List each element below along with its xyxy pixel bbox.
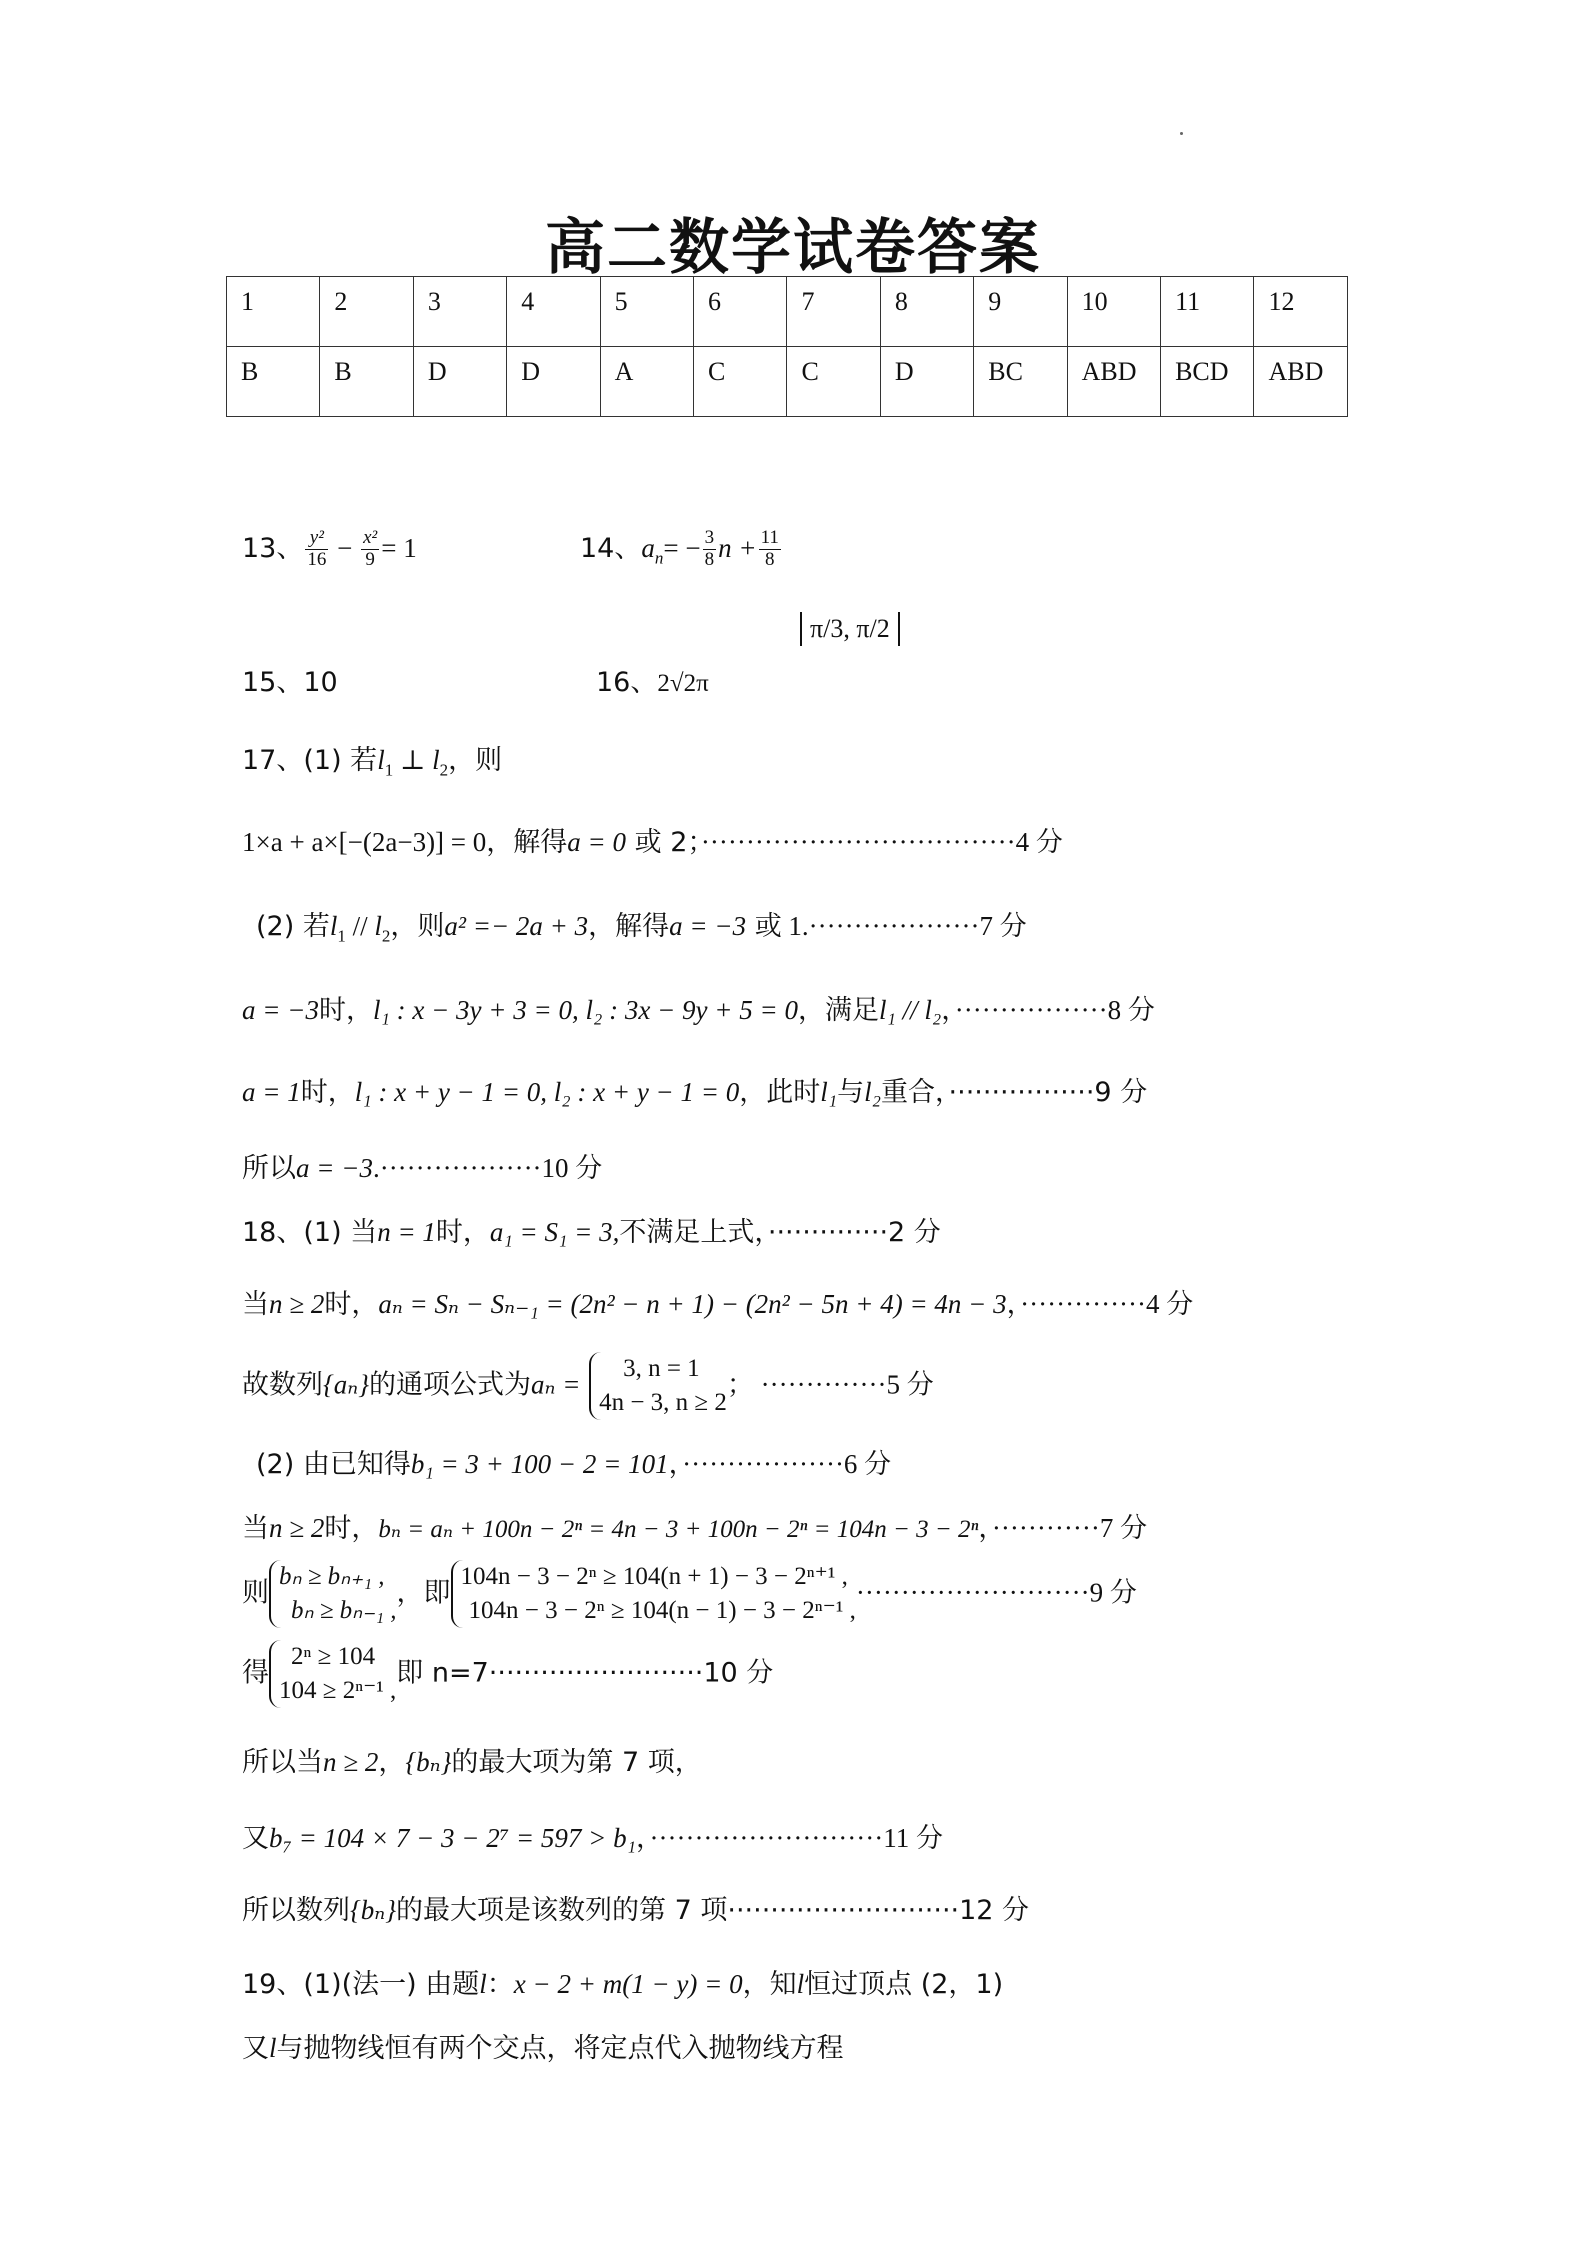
table-cell: 5: [600, 277, 693, 347]
fraction: $\frac{\text{x²}}{9}$: [363, 527, 378, 570]
table-cell: D: [880, 347, 973, 417]
table-cell: 8: [880, 277, 973, 347]
corner-dot: [1180, 132, 1183, 135]
table-cell: 1: [227, 277, 320, 347]
fraction: $\frac{\text{y²}}{16}$: [307, 527, 327, 570]
table-cell: C: [787, 347, 880, 417]
q18-line-3: 故数列{aₙ}的通项公式为aₙ = 3, n = 1 4n − 3, n ≥ 2 ； ··············5 分: [242, 1352, 934, 1420]
q17-line-6: 所以a = −3.··················10 分: [242, 1153, 603, 1184]
answer-13: 13、 $\frac{\text{y²}}{16}$ − $\frac{\text{x²}}{9}$ = 1: [242, 527, 417, 570]
answer-table: [226, 276, 1348, 417]
q18-line-5: 当n ≥ 2时，bₙ = aₙ + 100n − 2ⁿ = 4n − 3 + 100n − 2ⁿ = 104n − 3 − 2ⁿ，············7 分: [242, 1513, 1148, 1544]
q18-line-4: (2) 由已知得b₁ = 3 + 100 − 2 = 101，··················6 分: [256, 1449, 892, 1480]
page-title: 高二数学试卷答案: [545, 213, 1041, 283]
q17-line-4: a = −3时，l₁ : x − 3y + 3 = 0, l₂ : 3x − 9y + 5 = 0，满足l₁ // l₂，·················8 分: [242, 995, 1155, 1026]
table-row-numbers: [227, 277, 1348, 347]
table-cell: B: [227, 347, 320, 417]
table-cell: 2: [320, 277, 413, 347]
answer-14: 14、$a_n=$ − $\frac{3}{8}$ n + $\frac{11}{8}$: [580, 527, 779, 570]
table-cell: ABD: [1254, 347, 1348, 417]
q18-line-10: 所以数列{bₙ}的最大项是该数列的第 7 项···························12 分: [242, 1895, 1030, 1926]
q17-line-5: a = 1时，l₁ : x + y − 1 = 0, l₂ : x + y − 1 = 0，此时l₁与l₂重合，·················9 分: [242, 1077, 1148, 1108]
q18-line-6: 则 bₙ ≥ bₙ₊₁ , bₙ ≥ bₙ₋₁ , ，即 104n − 3 − 2ⁿ ≥ 104(n + 1) − 3 − 2ⁿ⁺¹ , 104n − 3 − 2ⁿ ≥ 104(n − 1) − 3 − 2ⁿ⁻¹ , ··························9 分: [242, 1560, 1137, 1628]
table-cell: D: [507, 347, 600, 417]
system-brace: bₙ ≥ bₙ₊₁ , bₙ ≥ bₙ₋₁ ,: [269, 1560, 397, 1628]
system-brace: 2ⁿ ≥ 104 104 ≥ 2ⁿ⁻¹ ,: [269, 1640, 396, 1708]
q18-line-2: 当n ≥ 2时，aₙ = Sₙ − Sₙ₋₁ = (2n² − n + 1) − (2n² − 5n + 4) = 4n − 3，··············4 分: [242, 1289, 1194, 1320]
q17-line-1: 17、(1) 若$l_1$ ⊥ $l_2$，则: [242, 745, 503, 780]
table-cell: BC: [974, 347, 1067, 417]
table-row-answers: [227, 347, 1348, 417]
system-brace: 104n − 3 − 2ⁿ ≥ 104(n + 1) − 3 − 2ⁿ⁺¹ , 104n − 3 − 2ⁿ ≥ 104(n − 1) − 3 − 2ⁿ⁻¹ ,: [451, 1560, 856, 1628]
q19-line-1: 19、(1)(法一) 由题l：x − 2 + m(1 − y) = 0，知l恒过顶点 (2，1): [242, 1969, 1004, 2000]
table-cell: BCD: [1161, 347, 1254, 417]
table-cell: 4: [507, 277, 600, 347]
q18-line-9: 又b₇ = 104 × 7 − 3 − 2⁷ = 597 > b₁，··························11 分: [242, 1823, 944, 1854]
table-cell: 12: [1254, 277, 1348, 347]
table-cell: A: [600, 347, 693, 417]
q17-line-2: 1×a + a×[−(2a−3)] = 0，解得a = 0 或 2；···································4 分: [242, 827, 1063, 858]
q17-line-3: (2) 若$l_1 // l_2$，则a² =− 2a + 3，解得a = −3 或 1.···················7 分: [256, 911, 1027, 946]
q18-line-7: 得 2ⁿ ≥ 104 104 ≥ 2ⁿ⁻¹ , 即 n=7·························10 分: [242, 1640, 773, 1708]
table-cell: 6: [694, 277, 787, 347]
answer-16-interval: π/3, π/2: [800, 612, 900, 646]
table-cell: 3: [413, 277, 506, 347]
table-cell: 7: [787, 277, 880, 347]
piecewise-brace: 3, n = 1 4n − 3, n ≥ 2: [589, 1352, 727, 1420]
q19-line-2: 又l与抛物线恒有两个交点，将定点代入抛物线方程: [242, 2033, 844, 2064]
table-cell: 11: [1161, 277, 1254, 347]
answer-16: 16、2√2π: [596, 667, 709, 698]
table-cell: B: [320, 347, 413, 417]
fraction: $\frac{3}{8}$: [704, 527, 715, 570]
q18-line-8: 所以当n ≥ 2，{bₙ}的最大项为第 7 项，: [242, 1747, 702, 1778]
q18-line-1: 18、(1) 当n = 1时，a₁ = S₁ = 3,不满足上式，··············2 分: [242, 1217, 941, 1248]
table-cell: C: [694, 347, 787, 417]
table-cell: D: [413, 347, 506, 417]
answer-15: 15、10: [242, 667, 338, 698]
table-cell: ABD: [1067, 347, 1160, 417]
fraction: $\frac{11}{8}$: [760, 527, 779, 570]
table-cell: 10: [1067, 277, 1160, 347]
table-cell: 9: [974, 277, 1067, 347]
